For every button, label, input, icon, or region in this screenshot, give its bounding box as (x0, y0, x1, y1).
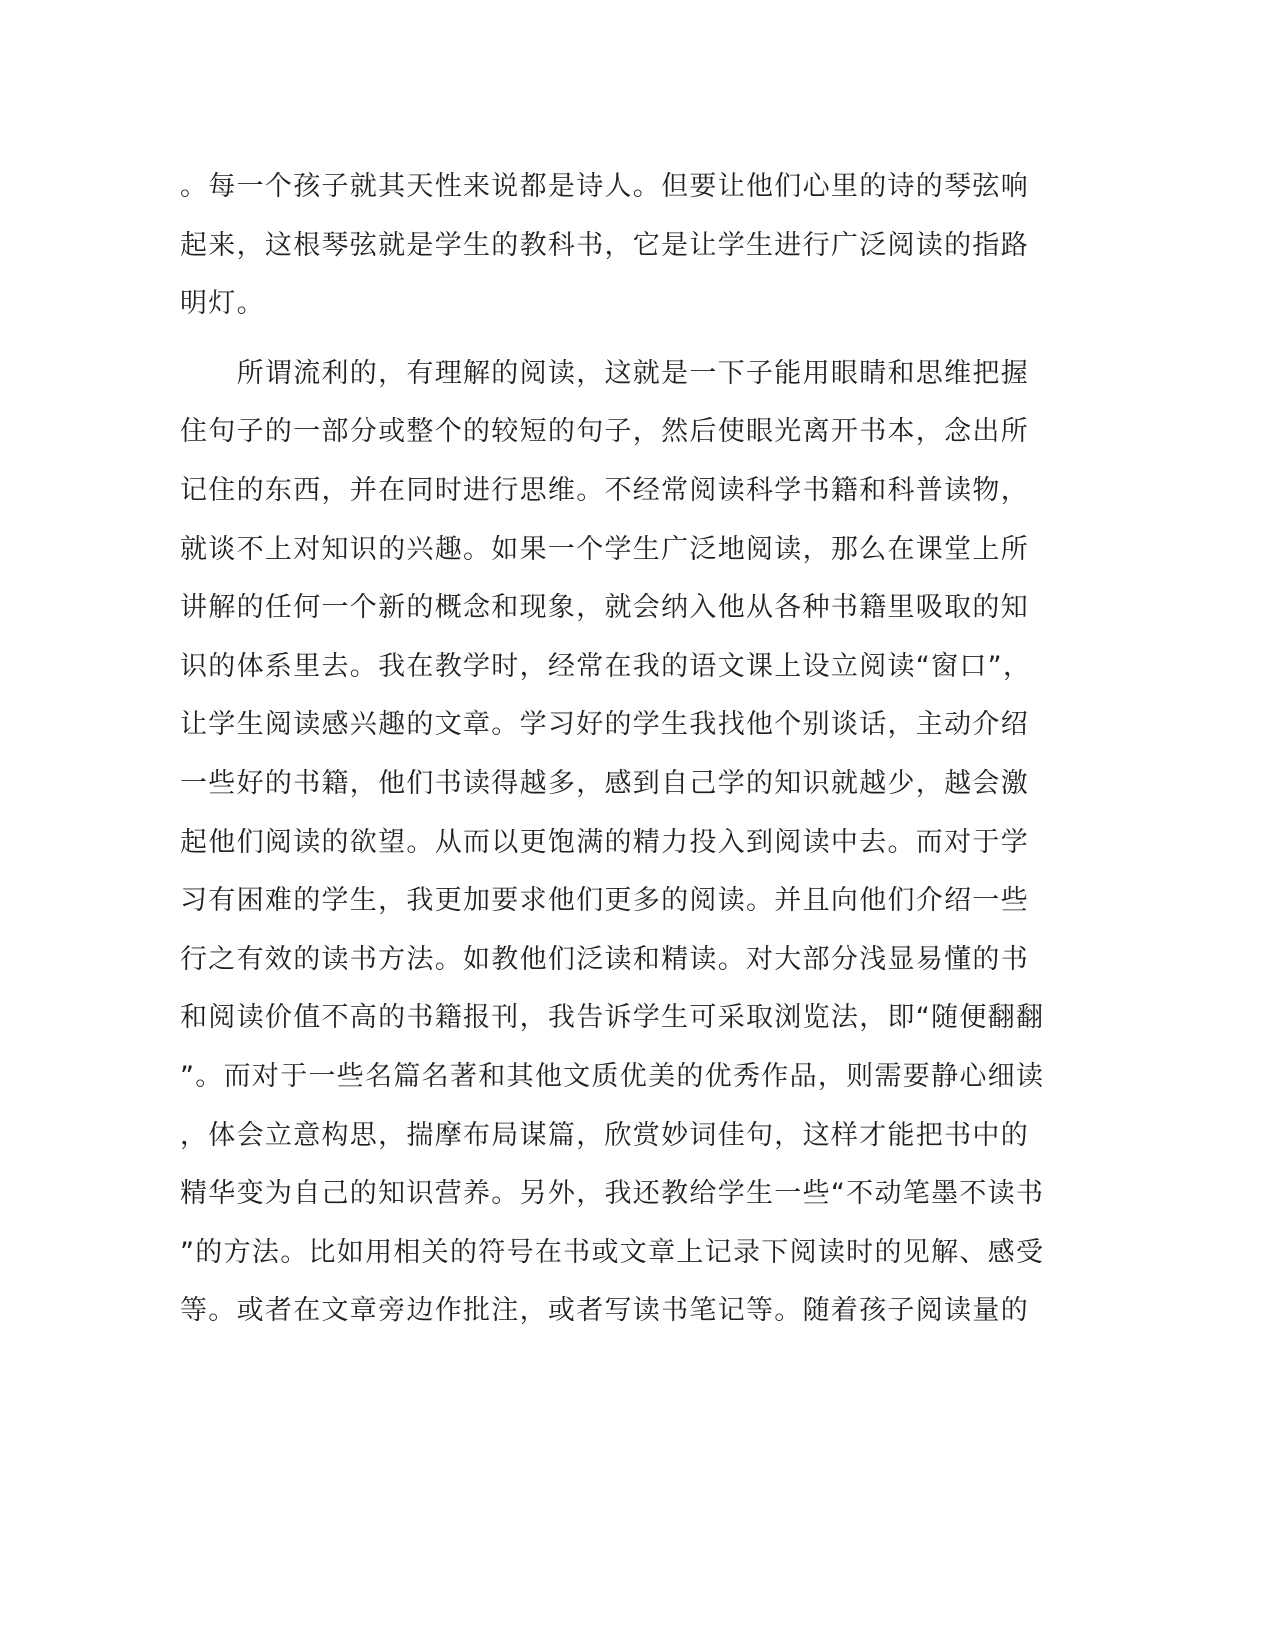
text-line: 明灯。 (180, 288, 265, 320)
text-line: 行之有效的读书方法。如教他们泛读和精读。对大部分浅显易懂的书 (180, 943, 1029, 975)
text-line: 精华变为自己的知识营养。另外，我还教给学生一些“不动笔墨不读书 (180, 1178, 1045, 1210)
text-line: 和阅读价值不高的书籍报刊，我告诉学生可采取浏览法，即“随便翻翻 (180, 1002, 1045, 1034)
body-text (180, 158, 1060, 1399)
text-line: ”的方法。比如用相关的符号在书或文章上记录下阅读时的见解、感受 (180, 1236, 1045, 1268)
text-line: 起来，这根琴弦就是学生的教科书，它是让学生进行广泛阅读的指路 (180, 229, 1029, 261)
text-line: 习有困难的学生，我更加要求他们更多的阅读。并且向他们介绍一些 (180, 885, 1029, 917)
text-line: ”。而对于一些名篇名著和其他文质优美的优秀作品，则需要静心细读 (180, 1060, 1045, 1092)
text-line: 等。或者在文章旁边作批注，或者写读书笔记等。随着孩子阅读量的 (180, 1295, 1029, 1327)
text-line: 记住的东西，并在同时进行思维。不经常阅读科学书籍和科普读物， (180, 474, 1029, 506)
text-line: 就谈不上对知识的兴趣。如果一个学生广泛地阅读，那么在课堂上所 (180, 533, 1029, 565)
text-line: 住句子的一部分或整个的较短的句子，然后使眼光离开书本，念出所 (180, 416, 1029, 448)
text-line: 讲解的任何一个新的概念和现象，就会纳入他从各种书籍里吸取的知 (180, 592, 1029, 624)
text-line: 一些好的书籍，他们书读得越多，感到自己学的知识就越少，越会激 (180, 767, 1029, 799)
text-line (180, 1341, 1060, 1400)
text-line: 识的体系里去。我在教学时，经常在我的语文课上设立阅读“窗口”， (180, 650, 1032, 682)
text-line: 起他们阅读的欲望。从而以更饱满的精力投入到阅读中去。而对于学 (180, 826, 1029, 858)
text-line: ，体会立意构思，揣摩布局谋篇，欣赏妙词佳句，这样才能把书中的 (180, 1119, 1029, 1151)
text-line: 所谓流利的，有理解的阅读，这就是一下子能用眼睛和思维把握 (180, 357, 1029, 389)
text-line: 让学生阅读感兴趣的文章。学习好的学生我找他个别谈话，主动介绍 (180, 709, 1029, 741)
text-line: 。每一个孩子就其天性来说都是诗人。但要让他们心里的诗的琴弦响 (180, 171, 1029, 202)
